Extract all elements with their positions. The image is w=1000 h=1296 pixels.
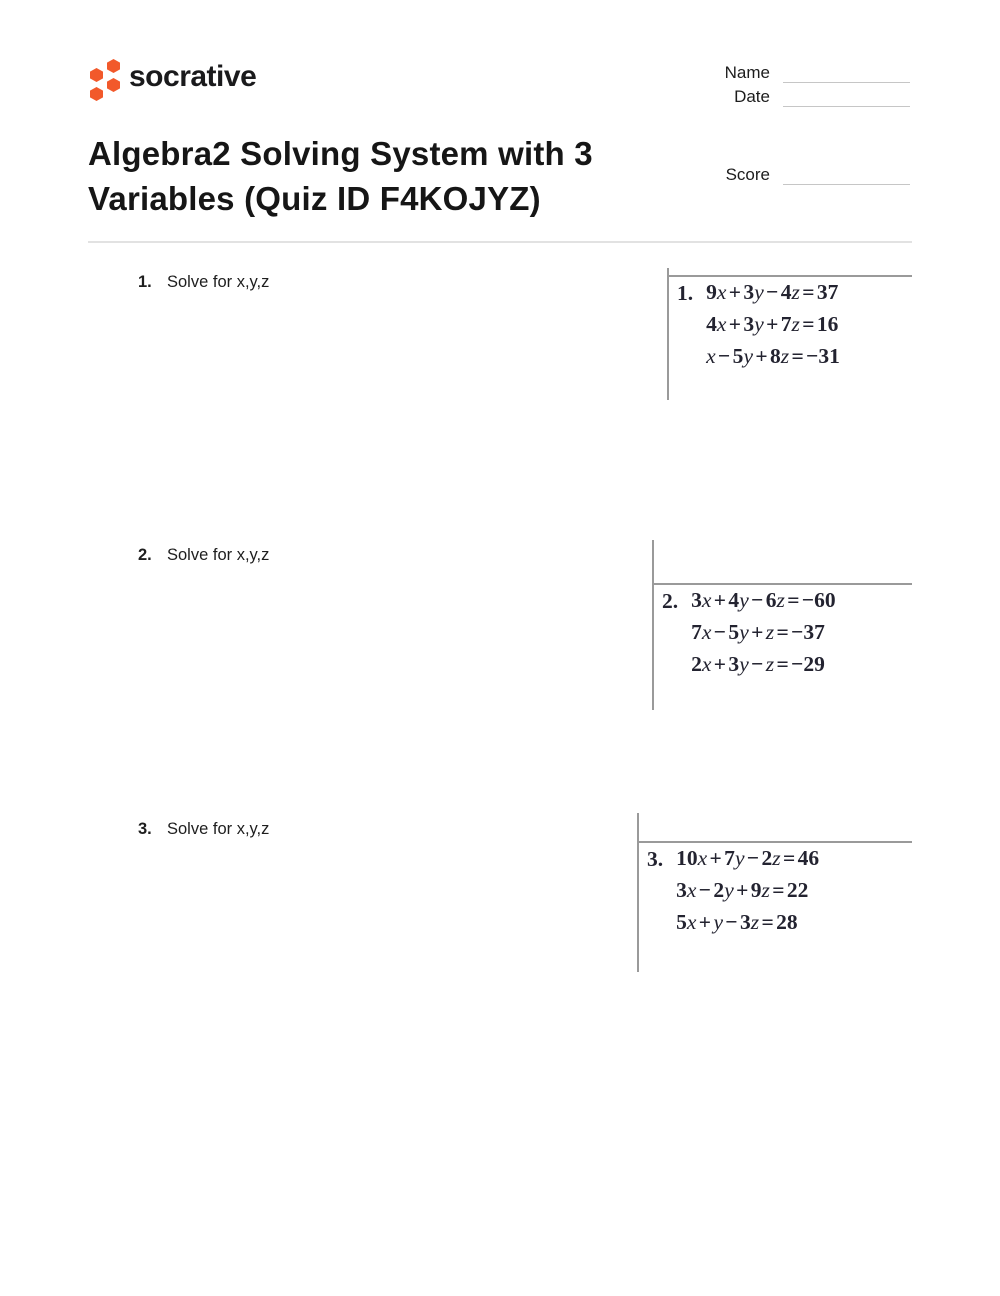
equation: 5x + y − 3z = 28	[676, 910, 798, 934]
question-number: 2.	[138, 546, 152, 564]
header-divider	[88, 241, 912, 243]
socrative-hexagons-icon	[85, 58, 125, 104]
figure-top-border	[652, 583, 912, 585]
figure-label: 1.	[677, 281, 694, 305]
figure-content	[677, 281, 840, 368]
figure-label: 2.	[662, 589, 679, 613]
question-number: 1.	[138, 273, 152, 291]
hexagon-icon	[107, 59, 120, 73]
question-1-prompt	[138, 273, 269, 292]
figure-content	[647, 847, 819, 934]
equation: 2x + 3y − z = −29	[691, 652, 825, 676]
question-prompt-text: Solve for x,y,z	[167, 546, 270, 564]
score-field	[690, 163, 910, 185]
score-label: Score	[725, 165, 770, 184]
name-field	[690, 61, 910, 83]
question-prompt-text: Solve for x,y,z	[167, 820, 270, 838]
hexagon-icon	[107, 78, 120, 92]
question-3-equations-figure	[637, 813, 912, 972]
hexagon-icon	[90, 87, 103, 101]
equation: x − 5y + 8z = −31	[706, 344, 840, 368]
figure-label: 3.	[647, 847, 664, 871]
question-3-prompt	[138, 820, 269, 839]
question-2-prompt	[138, 546, 269, 565]
name-blank-line	[783, 63, 910, 83]
page-title: Algebra2 Solving System with 3 Variables (Quiz ID F4KOJYZ)	[88, 135, 593, 217]
date-label: Date	[734, 87, 770, 106]
question-2-equations-figure	[652, 540, 912, 710]
score-blank-line	[783, 165, 910, 185]
equation: 4x + 3y + 7z = 16	[706, 312, 839, 336]
date-field	[690, 85, 910, 107]
equation: 9x + 3y − 4z = 37	[706, 280, 839, 304]
equation: 10x + 7y − 2z = 46	[676, 846, 820, 870]
figure-left-border	[637, 813, 639, 972]
equation: 3x + 4y − 6z = −60	[691, 588, 836, 612]
equation-list	[706, 281, 840, 368]
figure-left-border	[667, 268, 669, 400]
question-1-equations-figure	[667, 268, 912, 400]
equation-list	[691, 589, 836, 676]
figure-content	[662, 589, 836, 676]
figure-top-border	[637, 841, 912, 843]
equation-list	[676, 847, 819, 934]
question-prompt-text: Solve for x,y,z	[167, 273, 270, 291]
equation: 3x − 2y + 9z = 22	[676, 878, 809, 902]
question-number: 3.	[138, 820, 152, 838]
socrative-logo-text: socrative	[129, 60, 257, 93]
figure-left-border	[652, 540, 654, 710]
figure-top-border	[667, 275, 912, 277]
equation: 7x − 5y + z = −37	[691, 620, 825, 644]
hexagon-icon	[90, 68, 103, 82]
date-blank-line	[783, 87, 910, 107]
name-label: Name	[724, 63, 770, 82]
